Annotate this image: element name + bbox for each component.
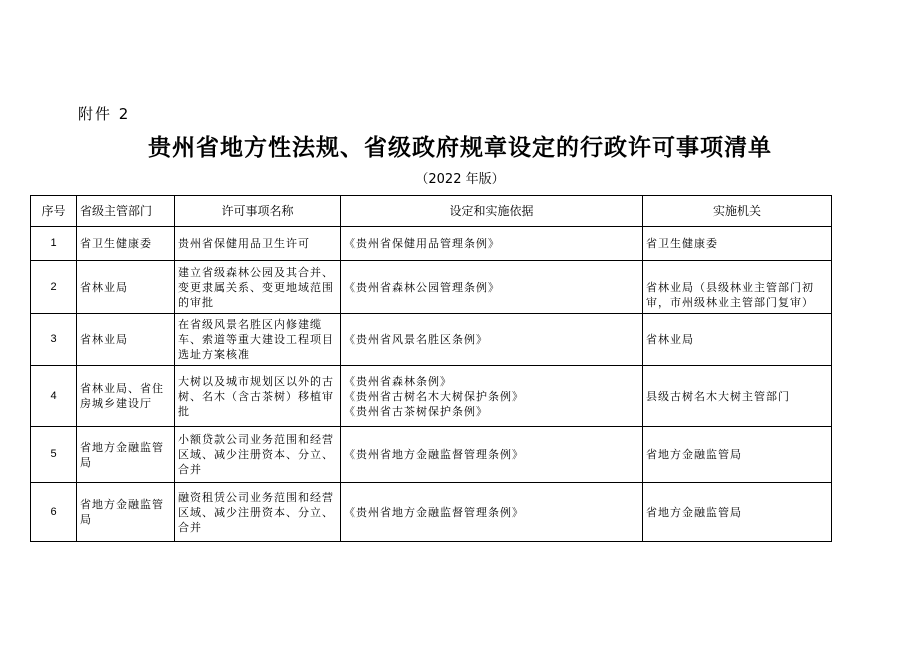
permit-list-table — [30, 195, 832, 542]
cell-basis — [341, 261, 643, 314]
basis-line: 《贵州省保健用品管理条例》 — [344, 237, 500, 250]
basis-line: 《贵州省古树名木大树保护条例》 — [344, 389, 524, 403]
cell-org: 省地方金融监管局 — [643, 483, 832, 542]
header-basis: 设定和实施依据 — [341, 196, 643, 227]
table-row — [31, 483, 832, 542]
cell-org: 县级古树名木大树主管部门 — [643, 366, 832, 427]
document-title: 贵州省地方性法规、省级政府规章设定的行政许可事项清单 — [148, 135, 772, 161]
cell-seq: 2 — [31, 261, 77, 314]
cell-basis — [341, 314, 643, 366]
cell-seq: 1 — [31, 227, 77, 261]
cell-basis — [341, 227, 643, 261]
cell-org: 省地方金融监管局 — [643, 427, 832, 483]
edition-label: （2022 年版） — [415, 172, 505, 187]
table-header-row — [31, 196, 832, 227]
table-row — [31, 427, 832, 483]
basis-line: 《贵州省风景名胜区条例》 — [344, 333, 488, 346]
cell-dept: 省林业局 — [77, 261, 175, 314]
cell-basis — [341, 427, 643, 483]
basis-line: 《贵州省地方金融监督管理条例》 — [344, 505, 524, 519]
header-dept: 省级主管部门 — [77, 196, 175, 227]
cell-seq: 6 — [31, 483, 77, 542]
table-row — [31, 227, 832, 261]
cell-dept: 省林业局、省住房城乡建设厅 — [77, 366, 175, 427]
cell-seq: 4 — [31, 366, 77, 427]
cell-basis — [341, 483, 643, 542]
header-seq: 序号 — [31, 196, 77, 227]
cell-dept: 省林业局 — [77, 314, 175, 366]
header-org: 实施机关 — [643, 196, 832, 227]
cell-org: 省林业局（县级林业主管部门初审，市州级林业主管部门复审） — [643, 261, 832, 314]
cell-org: 省卫生健康委 — [643, 227, 832, 261]
basis-line: 《贵州省森林条例》 — [344, 374, 452, 388]
cell-item: 大树以及城市规划区以外的古树、名木（含古茶树）移植审批 — [175, 366, 341, 427]
basis-line: 《贵州省森林公园管理条例》 — [344, 280, 500, 294]
table-row — [31, 261, 832, 314]
cell-dept: 省卫生健康委 — [77, 227, 175, 261]
table-row — [31, 314, 832, 366]
cell-item: 贵州省保健用品卫生许可 — [175, 227, 341, 261]
cell-item: 小额贷款公司业务范围和经营区域、减少注册资本、分立、合并 — [175, 427, 341, 483]
cell-item: 融资租赁公司业务范围和经营区域、减少注册资本、分立、合并 — [175, 483, 341, 542]
basis-line: 《贵州省地方金融监督管理条例》 — [344, 448, 524, 461]
cell-seq: 3 — [31, 314, 77, 366]
basis-line: 《贵州省古茶树保护条例》 — [344, 404, 488, 418]
table-row — [31, 366, 832, 427]
header-item: 许可事项名称 — [175, 196, 341, 227]
cell-item: 建立省级森林公园及其合并、变更隶属关系、变更地域范围的审批 — [175, 261, 341, 314]
cell-basis — [341, 366, 643, 427]
cell-dept: 省地方金融监管局 — [77, 483, 175, 542]
cell-seq: 5 — [31, 427, 77, 483]
cell-item: 在省级风景名胜区内修建缆车、索道等重大建设工程项目选址方案核准 — [175, 314, 341, 366]
cell-org: 省林业局 — [643, 314, 832, 366]
cell-dept: 省地方金融监管局 — [77, 427, 175, 483]
annex-label: 附件 2 — [78, 105, 131, 123]
